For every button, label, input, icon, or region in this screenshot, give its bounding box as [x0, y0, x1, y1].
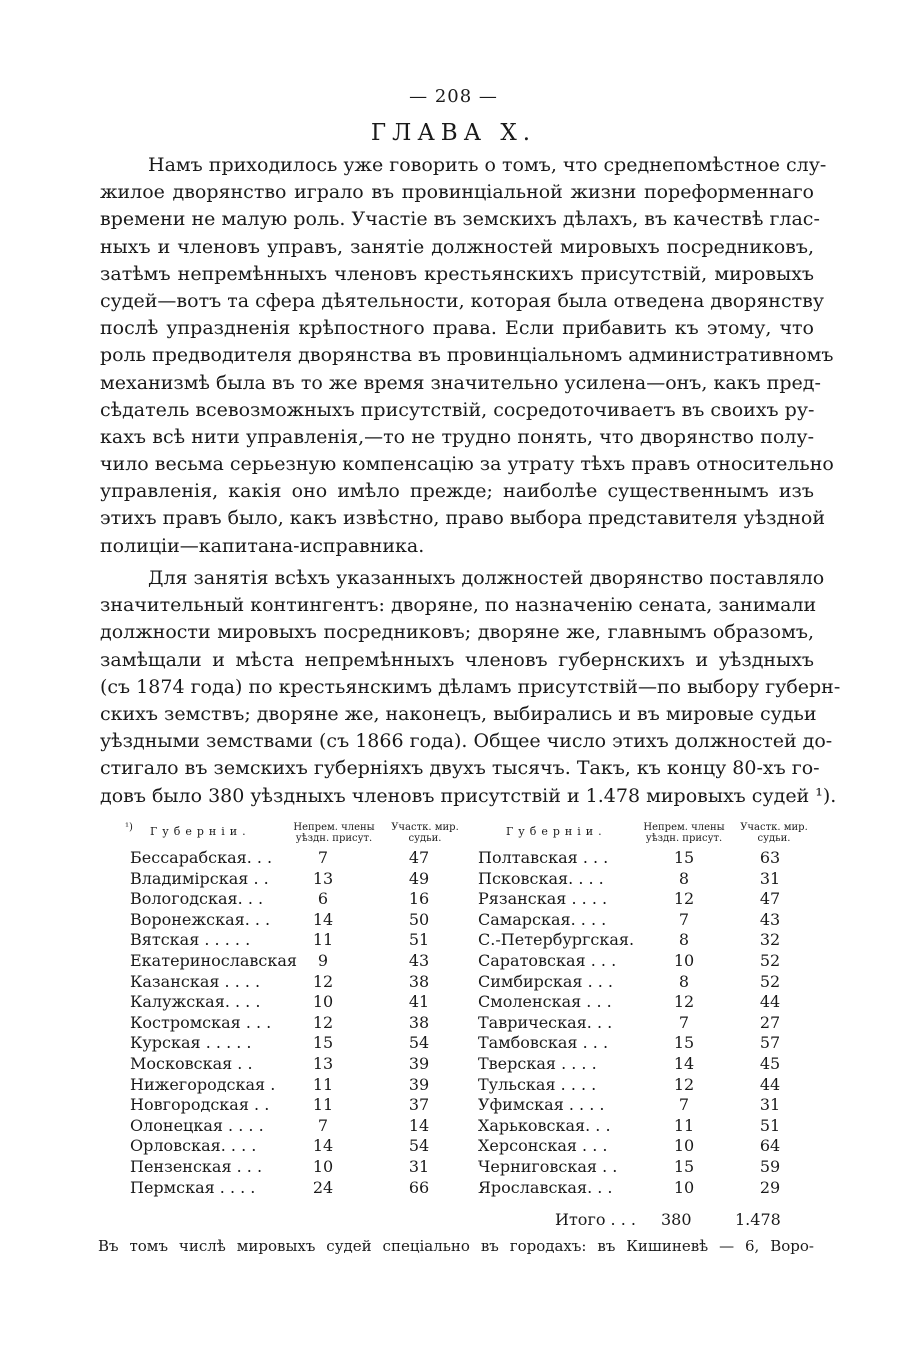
gubernia-name: Калужская. . . . — [130, 992, 261, 1012]
members-count: 7 — [317, 1115, 329, 1135]
gubernia-name: Симбирская . . . — [478, 971, 613, 991]
total-judges: 1.478 — [735, 1210, 781, 1229]
judges-count: 50 — [408, 909, 430, 929]
header-judges-line-1: Участк. мир. — [391, 822, 459, 833]
judges-count: 27 — [759, 1012, 781, 1032]
left-rows — [100, 848, 465, 1198]
members-count: 12 — [312, 971, 334, 991]
header-judges-line-2: судьи. — [408, 833, 442, 844]
table-row — [476, 972, 821, 993]
gubernia-name: Тамбовская . . . — [478, 1033, 609, 1053]
text-line: значительный контингентъ: дворяне, по назначенію сената, занимали — [100, 594, 817, 617]
table-row — [100, 1075, 465, 1096]
members-count: 10 — [673, 1136, 695, 1156]
judges-count: 43 — [408, 950, 430, 970]
judges-count: 49 — [408, 868, 430, 888]
text-line: полиціи—капитана-исправника. — [100, 534, 425, 557]
table-row — [100, 1033, 465, 1054]
table-row — [100, 1013, 465, 1034]
text-line: довъ было 380 уѣздныхъ членовъ присутствій и 1.478 мировыхъ судей ¹). — [100, 784, 837, 807]
members-count: 10 — [673, 1177, 695, 1197]
text-line: уѣздными земствами (съ 1866 года). Общее число этихъ должностей до- — [100, 730, 833, 753]
members-count: 7 — [678, 1012, 690, 1032]
members-count: 7 — [678, 909, 690, 929]
gubernia-name: Харьковская. . . — [478, 1115, 611, 1135]
gubernia-name: Тверская . . . . — [478, 1053, 597, 1073]
gubernia-name: Бессарабская. . . — [130, 848, 273, 867]
header-gubernia: Губерніи. — [506, 825, 607, 838]
gubernia-name: Костромская . . . — [130, 1012, 272, 1032]
chapter-title: ГЛАВА X. — [370, 120, 537, 146]
judges-count: 45 — [759, 1053, 781, 1073]
table-row — [476, 848, 821, 869]
table-row — [100, 1116, 465, 1137]
members-count: 24 — [312, 1177, 334, 1197]
judges-count: 16 — [408, 889, 430, 909]
table-row — [100, 930, 465, 951]
members-count: 11 — [312, 1095, 334, 1115]
members-count: 8 — [678, 868, 690, 888]
table-row — [476, 992, 821, 1013]
text-line: послѣ упраздненія крѣпостного права. Если прибавить къ этому, что — [100, 317, 814, 340]
header-judges-line-1: Участк. мир. — [740, 822, 808, 833]
page-number: — 208 — — [409, 86, 498, 107]
gubernia-name: Самарская. . . . — [478, 909, 607, 929]
table-row — [476, 951, 821, 972]
text-line: скихъ земствъ; дворяне же, наконецъ, выбирались и въ мировые судьи — [100, 702, 817, 725]
judges-count: 54 — [408, 1136, 430, 1156]
gubernia-name: Орловская. . . . — [130, 1136, 257, 1156]
table-header-right — [476, 820, 821, 848]
gubernia-name: Рязанская . . . . — [478, 889, 608, 909]
table-row — [100, 951, 465, 972]
footnote-marker: ¹) — [125, 822, 133, 833]
total-label: Итого . . . — [555, 1210, 636, 1229]
gubernia-name: Пензенская . . . — [130, 1156, 263, 1176]
judges-count: 54 — [408, 1033, 430, 1053]
members-count: 15 — [312, 1033, 334, 1053]
members-count: 13 — [312, 868, 334, 888]
gubernia-name: Воронежская. . . — [130, 909, 271, 929]
table-row — [100, 972, 465, 993]
text-line: Намъ приходилось уже говорить о томъ, что среднепомѣстное слу- — [148, 154, 827, 176]
header-judges-line-2: судьи. — [757, 833, 791, 844]
judges-count: 47 — [759, 889, 781, 909]
text-line: кахъ всѣ нити управленія,—то не трудно понять, что дворянство полу- — [100, 425, 814, 448]
gubernia-name: Смоленская . . . — [478, 992, 612, 1012]
gubernia-name: Ярославская. . . — [478, 1177, 613, 1197]
table-row — [476, 869, 821, 890]
text-line: роль предводителя дворянства въ провинціальномъ административномъ — [100, 344, 834, 367]
table-row — [476, 1033, 821, 1054]
judges-count: 51 — [408, 930, 430, 950]
header-members-line-2: уѣздн. присут. — [645, 833, 723, 844]
judges-count: 31 — [759, 1095, 781, 1115]
table-row — [100, 910, 465, 931]
table-row — [100, 1054, 465, 1075]
members-count: 12 — [312, 1012, 334, 1032]
members-count: 12 — [673, 992, 695, 1012]
members-count: 12 — [673, 889, 695, 909]
judges-count: 38 — [408, 1012, 430, 1032]
table-row — [476, 1013, 821, 1034]
table-row — [476, 1075, 821, 1096]
table-row — [100, 1136, 465, 1157]
footnote-table-left — [100, 820, 465, 1198]
gubernia-name: Саратовская . . . — [478, 950, 617, 970]
gubernia-name: Пермская . . . . — [130, 1177, 256, 1197]
judges-count: 66 — [408, 1177, 430, 1197]
members-count: 13 — [312, 1053, 334, 1073]
text-line: стигало въ земскихъ губерніяхъ двухъ тысячъ. Такъ, къ концу 80-хъ го- — [100, 757, 820, 780]
judges-count: 32 — [759, 930, 781, 950]
header-members-line-1: Непрем. члены — [643, 822, 725, 833]
table-row — [476, 1095, 821, 1116]
table-row — [100, 1157, 465, 1178]
text-line: жилое дворянство играло въ провинціальной жизни пореформеннаго — [100, 181, 814, 204]
text-line: затѣмъ непремѣнныхъ членовъ крестьянскихъ присутствій, мировыхъ — [100, 262, 814, 285]
members-count: 11 — [312, 1074, 334, 1094]
table-row — [100, 1095, 465, 1116]
header-members — [636, 822, 732, 844]
table-row — [476, 889, 821, 910]
judges-count: 63 — [759, 848, 781, 867]
text-line: должности мировыхъ посредниковъ; дворяне же, главнымъ образомъ, — [100, 621, 814, 644]
judges-count: 64 — [759, 1136, 781, 1156]
gubernia-name: Тульская . . . . — [478, 1074, 597, 1094]
header-members-line-2: уѣздн. присут. — [295, 833, 373, 844]
text-line: (съ 1874 года) по крестьянскимъ дѣламъ присутствій—по выбору губерн- — [100, 675, 841, 698]
judges-count: 44 — [759, 992, 781, 1012]
table-row — [476, 1116, 821, 1137]
text-line: сѣдатель всевозможныхъ присутствій, сосредоточиваетъ въ своихъ ру- — [100, 398, 815, 421]
judges-count: 31 — [408, 1156, 430, 1176]
gubernia-name: Псковская. . . . — [478, 868, 604, 888]
gubernia-name: Вятская . . . . . — [130, 930, 251, 950]
members-count: 15 — [673, 1156, 695, 1176]
members-count: 7 — [678, 1095, 690, 1115]
header-judges — [383, 822, 467, 844]
members-count: 11 — [673, 1115, 695, 1135]
judges-count: 47 — [408, 848, 430, 867]
table-row — [100, 869, 465, 890]
gubernia-name: Полтавская . . . — [478, 848, 609, 867]
members-count: 6 — [317, 889, 329, 909]
table-row — [476, 910, 821, 931]
members-count: 8 — [678, 971, 690, 991]
text-line: ныхъ и членовъ управъ, занятіе должностей мировыхъ посредниковъ, — [100, 235, 814, 258]
members-count: 14 — [312, 1136, 334, 1156]
members-count: 11 — [312, 930, 334, 950]
judges-count: 51 — [759, 1115, 781, 1135]
header-judges — [732, 822, 816, 844]
text-line: чило весьма серьезную компенсацію за утрату тѣхъ правъ относительно — [100, 453, 834, 476]
judges-count: 43 — [759, 909, 781, 929]
judges-count: 59 — [759, 1156, 781, 1176]
members-count: 7 — [317, 848, 329, 867]
table-row — [100, 848, 465, 869]
judges-count: 14 — [408, 1115, 430, 1135]
judges-count: 52 — [759, 971, 781, 991]
text-line: замѣщали и мѣста непремѣнныхъ членовъ губернскихъ и уѣздныхъ — [100, 648, 814, 671]
judges-count: 44 — [759, 1074, 781, 1094]
members-count: 14 — [312, 909, 334, 929]
table-row — [476, 1054, 821, 1075]
judges-count: 52 — [759, 950, 781, 970]
members-count: 14 — [673, 1053, 695, 1073]
text-line: времени не малую роль. Участіе въ земскихъ дѣлахъ, въ качествѣ глас- — [100, 208, 820, 231]
judges-count: 57 — [759, 1033, 781, 1053]
members-count: 10 — [673, 950, 695, 970]
judges-count: 38 — [408, 971, 430, 991]
table-row — [476, 930, 821, 951]
paragraph-2 — [100, 565, 841, 810]
text-line: этихъ правъ было, какъ извѣстно, право выбора представителя уѣздной — [100, 507, 825, 530]
table-row — [100, 1178, 465, 1199]
gubernia-name: С.-Петербургская. — [478, 930, 635, 950]
members-count: 9 — [317, 950, 329, 970]
right-rows — [476, 848, 821, 1198]
members-count: 12 — [673, 1074, 695, 1094]
gubernia-name: Владимірская . . — [130, 868, 269, 888]
gubernia-name: Казанская . . . . — [130, 971, 261, 991]
members-count: 8 — [678, 930, 690, 950]
total-members: 380 — [661, 1210, 692, 1229]
table-row — [476, 1157, 821, 1178]
gubernia-name: Курская . . . . . — [130, 1033, 252, 1053]
judges-count: 29 — [759, 1177, 781, 1197]
judges-count: 39 — [408, 1053, 430, 1073]
table-row — [476, 1136, 821, 1157]
gubernia-name: Черниговская . . — [478, 1156, 618, 1176]
members-count: 10 — [312, 1156, 334, 1176]
table-row — [100, 992, 465, 1013]
header-gubernia: Губерніи. — [150, 825, 251, 838]
gubernia-name: Вологодская. . . — [130, 889, 264, 909]
header-members — [286, 822, 382, 844]
table-row — [476, 1178, 821, 1199]
gubernia-name: Новгородская . . — [130, 1095, 270, 1115]
footnote-table-right — [476, 820, 821, 1198]
judges-count: 37 — [408, 1095, 430, 1115]
gubernia-name: Нижегородская . — [130, 1074, 276, 1094]
members-count: 15 — [673, 1033, 695, 1053]
members-count: 10 — [312, 992, 334, 1012]
table-header-left — [100, 820, 465, 848]
gubernia-name: Олонецкая . . . . — [130, 1115, 264, 1135]
judges-count: 31 — [759, 868, 781, 888]
judges-count: 41 — [408, 992, 430, 1012]
gubernia-name: Московская . . — [130, 1053, 253, 1073]
judges-count: 39 — [408, 1074, 430, 1094]
text-line: управленія, какія оно имѣло прежде; наиболѣе существеннымъ изъ — [100, 480, 814, 503]
gubernia-name: Херсонская . . . — [478, 1136, 608, 1156]
members-count: 15 — [673, 848, 695, 867]
gubernia-name: Екатеринославская — [130, 950, 298, 970]
text-line: судей—вотъ та сфера дѣятельности, которая была отведена дворянству — [100, 289, 824, 312]
paragraph-1 — [100, 152, 834, 560]
header-members-line-1: Непрем. члены — [293, 822, 375, 833]
table-row — [100, 889, 465, 910]
gubernia-name: Таврическая. . . — [478, 1012, 613, 1032]
text-line: Для занятія всѣхъ указанныхъ должностей дворянство поставляло — [148, 567, 825, 589]
footnote-continuation: Въ томъ числѣ мировыхъ судей спеціально въ городахъ: въ Кишиневѣ — 6, Воро- — [98, 1237, 814, 1255]
gubernia-name: Уфимская . . . . — [478, 1095, 605, 1115]
text-line: механизмѣ была въ то же время значительно усилена—онъ, какъ пред- — [100, 371, 821, 394]
